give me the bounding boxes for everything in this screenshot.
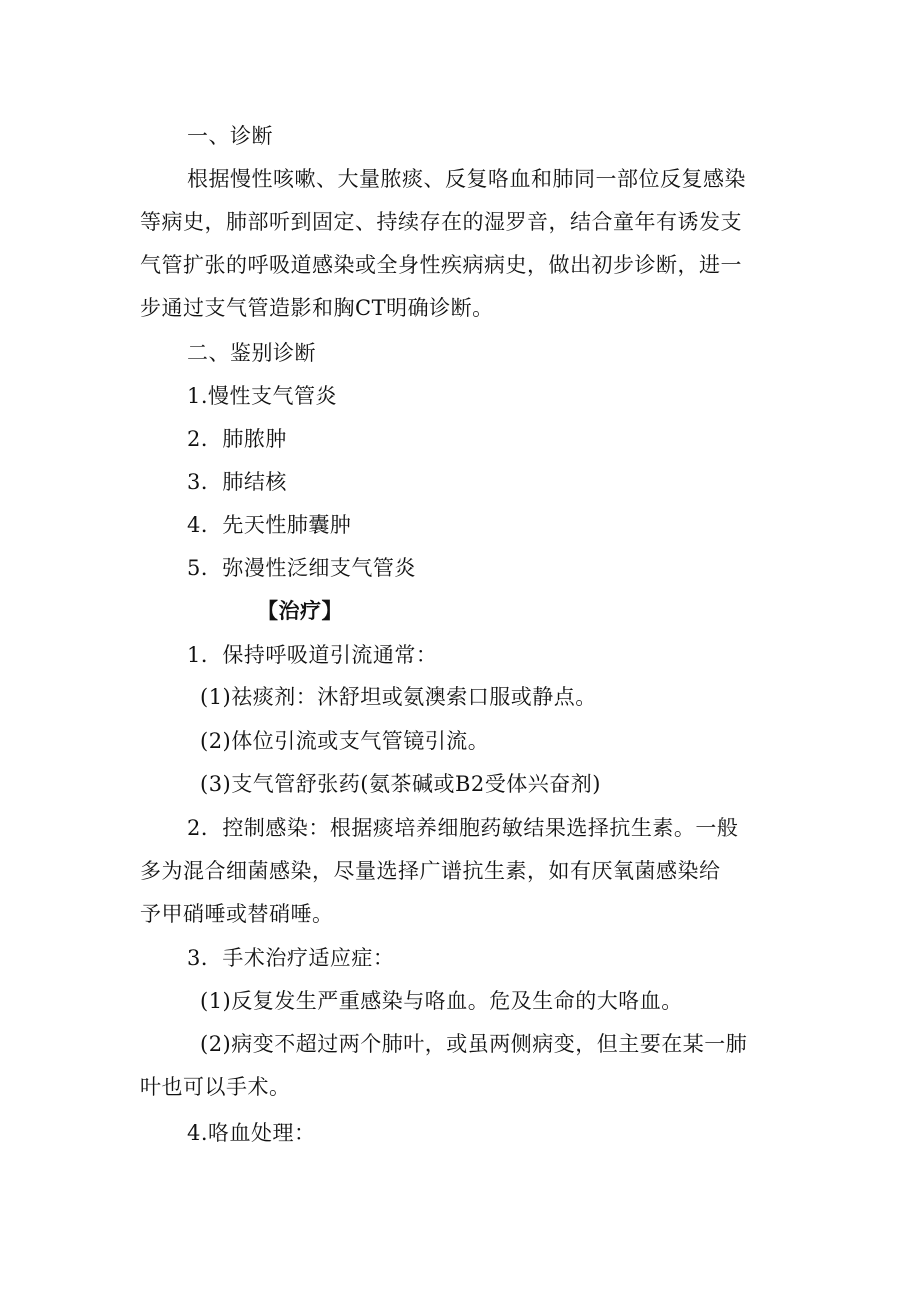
treatment-subitem: (2)体位引流或支气管镜引流。 (200, 729, 490, 753)
list-item: 3．肺结核 (187, 470, 287, 494)
treatment-item: 1．保持呼吸道引流通常： (187, 643, 438, 667)
treatment-subitem: (2)病变不超过两个肺叶，或虽两侧病变，但主要在某一肺 (200, 1032, 748, 1056)
paragraph-line: 根据慢性咳嗽、大量脓痰、反复咯血和肺同一部位反复感染 (187, 167, 746, 191)
treatment-item: 3．手术治疗适应症： (187, 946, 395, 970)
paragraph-line: 步通过支气管造影和胸CT明确诊断。 (140, 296, 494, 320)
list-item: 1.慢性支气管炎 (187, 384, 338, 408)
list-item: 2．肺脓肿 (187, 427, 287, 451)
section-heading-differential: 二、鉴别诊断 (187, 341, 316, 365)
list-item: 5．弥漫性泛细支气管炎 (187, 556, 416, 580)
paragraph-line: 等病史，肺部听到固定、持续存在的湿罗音，结合童年有诱发支 (140, 210, 742, 234)
treatment-item: 4.咯血处理： (187, 1121, 316, 1145)
section-heading-treatment: 【治疗】 (257, 598, 343, 623)
paragraph-line: 多为混合细菌感染，尽量选择广谱抗生素，如有厌氧菌感染给 (140, 859, 721, 883)
paragraph-line: 气管扩张的呼吸道感染或全身性疾病病史，做出初步诊断，进一 (140, 253, 742, 277)
treatment-item: 2．控制感染：根据痰培养细胞药敏结果选择抗生素。一般 (187, 816, 739, 840)
treatment-subitem: (1)祛痰剂：沐舒坦或氨澳索口服或静点。 (200, 685, 597, 709)
treatment-subitem: (3)支气管舒张药(氨茶碱或B2受体兴奋剂) (200, 772, 601, 796)
section-heading-diagnosis: 一、诊断 (187, 124, 273, 148)
paragraph-line: 予甲硝唾或替硝唾。 (140, 902, 334, 926)
treatment-subitem: (1)反复发生严重感染与咯血。危及生命的大咯血。 (200, 989, 683, 1013)
list-item: 4．先天性肺囊肿 (187, 513, 352, 537)
paragraph-line: 叶也可以手术。 (140, 1075, 291, 1099)
